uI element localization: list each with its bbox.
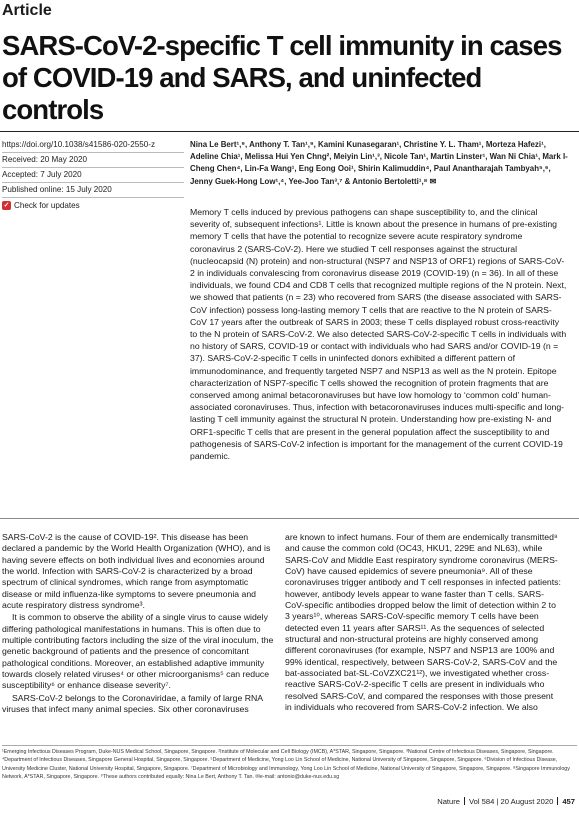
- page-footer: [437, 797, 575, 806]
- affiliations: ¹Emerging Infectious Diseases Program, Duke-NUS Medical School, Singapore, Singapore. ²Institute of Molecular and Cell Biology (IMCB), A*STAR, Singapore, Singapore. ³National Centre of Infectious Diseases, Singapore, Singapore. ⁴Department of Infectious Diseases, Singapore General Hospital, Singapore, Singapore. ⁵Department of Medicine, Yong Loo Lin School of Medicine, National University of Singapore, Singapore, Singapore. ⁶Division of Infectious Disease, University Medicine Cluster, National University Hospital, Singapore, Singapore. ⁷Department of Microbiology and Immunology, Yong Loo Lin School of Medicine, National University of Singapore, Singapore, Singapore. ⁸Singapore Immunology Network, A*STAR, Singapore, Singapore. ⁹These authors contributed equally: Nina Le Bert, Anthony T. Tan. ✉e-mail: antonio@duke-nus.edu.sg: [2, 749, 570, 781]
- body-paragraph: It is common to observe the ability of a single virus to cause widely differing pathological manifestations in humans. This is often due to multiple contributing factors including the size of the viral inoculum, the genetic background of patients and the presence of concomitant pathological conditions. Moreover, an established adaptive immunity towards closely related viruses⁴ or other microorganisms⁵ can reduce susceptibility⁶ or enhance disease severity⁷.: [2, 612, 274, 691]
- journal-name: Nature: [437, 797, 461, 806]
- abstract: [190, 206, 567, 462]
- article-section-label: Article: [2, 2, 52, 19]
- received-date: Received: 20 May 2020: [2, 153, 184, 168]
- volume-date: Vol 584 | 20 August 2020: [469, 797, 554, 806]
- footer-separator: [557, 797, 558, 805]
- article-title: SARS-CoV-2-specific T cell immunity in cases of COVID-19 and SARS, and uninfected controls: [2, 30, 562, 125]
- page-number: 457: [562, 797, 575, 806]
- published-date: Published online: 15 July 2020: [2, 183, 184, 198]
- body-column-left: [2, 532, 278, 717]
- body-column-right: [285, 532, 561, 715]
- abstract-text: Memory T cells induced by previous pathogens can shape susceptibility to, and the clinical severity of, subsequent infections¹. Little is known about the presence in humans of pre-existing memory T cells that have the potential to recognize severe acute respiratory syndrome coronavirus 2 (SARS-CoV-2). Here we studied T cell responses against the structural (nucleocapsid (N) protein) and non-structural (NSP7 and NSP13 of ORF1) regions of SARS-CoV-2 in individuals convalescing from coronavirus disease 2019 (COVID-19) (n = 36). In all of these individuals, we found CD4 and CD8 T cells that recognized multiple regions of the N protein. Next, we showed that patients (n = 23) who recovered from SARS (the disease associated with SARS-CoV infection) possess long-lasting memory T cells that are reactive to the N protein of SARS-CoV 17 years after the outbreak of SARS in 2003; these T cells displayed robust cross-reactivity to the N protein of SARS-CoV-2. We also detected SARS-CoV-2-specific T cells in individuals with no history of SARS, COVID-19 or contact with individuals who had SARS and/or COVID-19 (n = 37). SARS-CoV-2-specific T cells in uninfected donors exhibited a different pattern of immunodominance, and frequently targeted NSP7 and NSP13 as well as the N protein. Epitope characterization of NSP7-specific T cells showed the recognition of protein fragments that are conserved among animal betacoronaviruses but have low homology to ‘common cold’ human-associated coronaviruses. Thus, infection with betacoronaviruses induces multi-specific and long-lasting T cell immunity against the structural N protein. Understanding how pre-existing N- and ORF1-specific T cells that are present in the general population affect the susceptibility to and pathogenesis of SARS-CoV-2 infection is important for the management of the current COVID-19 pandemic.: [190, 207, 567, 462]
- accepted-date: Accepted: 7 July 2020: [2, 168, 184, 183]
- footer-separator: [464, 797, 465, 805]
- check-updates-label: Check for updates: [14, 201, 80, 210]
- footnote-divider: [2, 745, 577, 746]
- top-divider: [0, 131, 579, 132]
- body-paragraph: SARS-CoV-2 belongs to the Coronaviridae, a family of large RNA viruses that infect many animal species. Six other coronaviruses: [2, 692, 263, 715]
- author-list: Nina Le Bert¹,⁹, Anthony T. Tan¹,⁹, Kamini Kunasegaran¹, Christine Y. L. Tham¹, Morteza Hafezi¹, Adeline Chia¹, Melissa Hui Yen Chng², Meiyin Lin¹,³, Nicole Tan¹, Martin Linster¹, Wan Ni Chia¹, Mark I-Cheng Chen⁴, Lin-Fa Wang¹, Eng Eong Ooi¹, Shirin Kalimuddin⁴, Paul Anantharajah Tambyah⁵,⁶, Jenny Guek-Hong Low¹,⁴, Yee-Joo Tan³,⁷ & Antonio Bertoletti¹,⁸ ✉: [190, 140, 568, 186]
- check-updates-icon: ✓: [3, 202, 10, 209]
- doi-link[interactable]: https://doi.org/10.1038/s41586-020-2550-z: [2, 138, 184, 153]
- body-paragraph: are known to infect humans. Four of them are endemically transmitted⁸ and cause the common cold (OC43, HKU1, 229E and NL63), while SARS-CoV and Middle East respiratory syndrome coronavirus (MERS-CoV) have caused epidemics of severe pneumonia⁹. All of these coronaviruses trigger antibody and T cell responses in infected patients: however, antibody levels appear to wane faster than T cells. SARS-CoV-specific antibodies dropped below the limit of detection within 2 to 3 years¹⁰, whereas SARS-CoV-specific memory T cells have been detected even 11 years after SARS¹¹. As the sequences of selected structural and non-structural proteins are highly conserved among different coronaviruses (for example, NSP7 and NSP13 are 100% and 99% identical, respectively, between SARS-CoV-2, SARS-CoV and the bat-associated bat-SL-CoVZXC21¹²), we investigated whether cross-reactive SARS-CoV-2-specific T cells are present in individuals who resolved SARS-CoV, and compared the responses with those present in individuals who recovered from SARS-CoV-2 infection. We also: [285, 532, 561, 713]
- article-meta: [2, 138, 184, 210]
- body-paragraph: SARS-CoV-2 is the cause of COVID-19². This disease has been declared a pandemic by the World Health Organization (WHO), and is having severe effects on both individual lives and economies around the world. Infection with SARS-CoV-2 is characterized by a broad spectrum of clinical syndromes, which range from asymptomatic disease or mild influenza-like symptoms to severe pneumonia and acute respiratory distress syndrome³.: [2, 532, 271, 611]
- abstract-divider: [0, 518, 579, 519]
- check-updates-link[interactable]: [2, 198, 184, 210]
